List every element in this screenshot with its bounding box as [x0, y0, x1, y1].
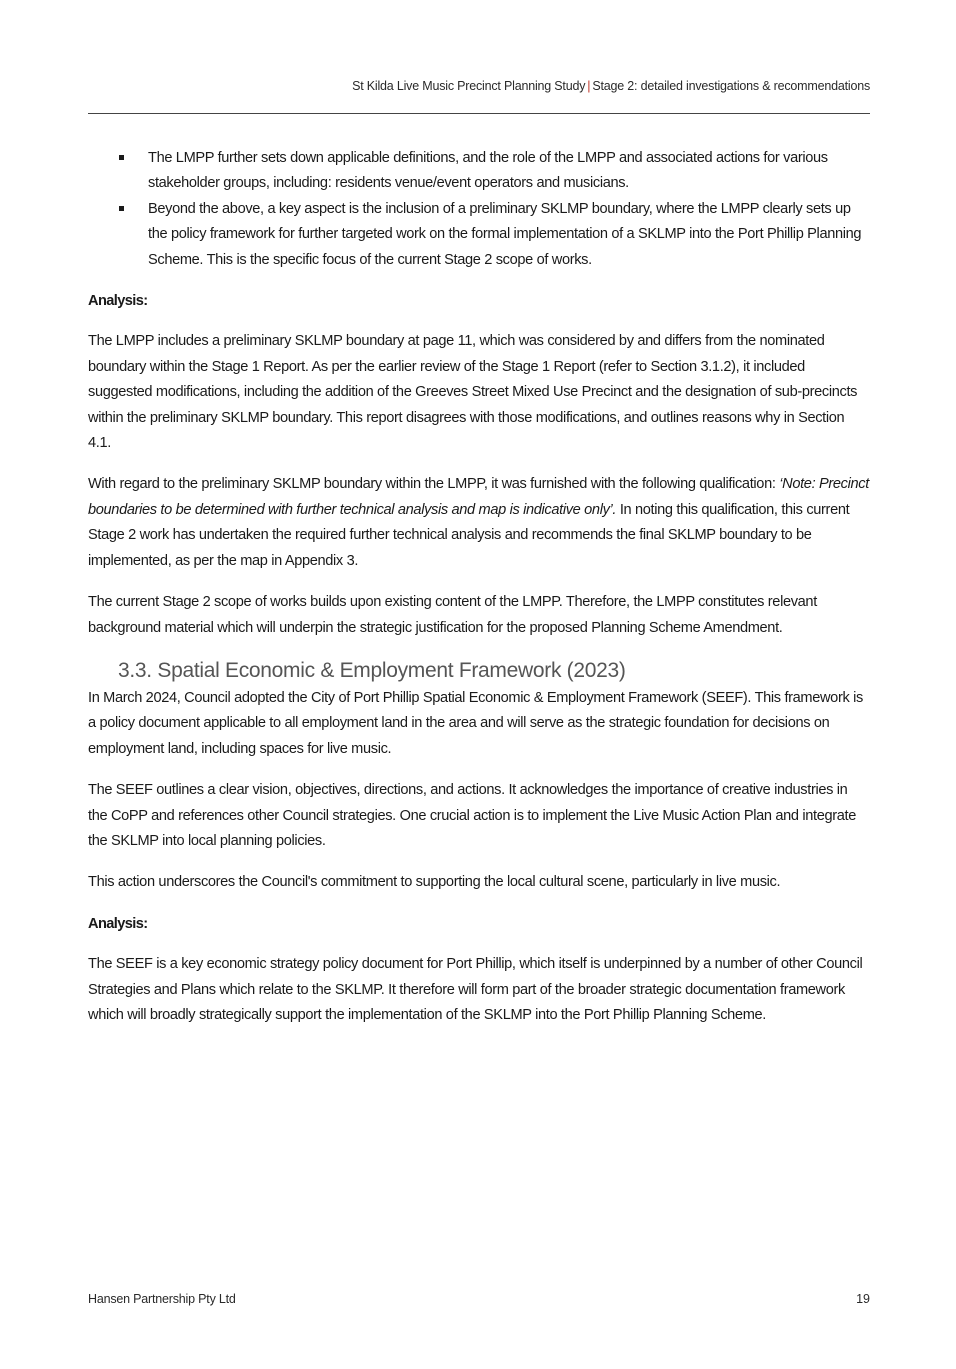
section-heading: 3.3. Spatial Economic & Employment Framework (2023): [118, 658, 626, 682]
paragraph: This action underscores the Council's commitment to supporting the local cultural scene, particularly in live music.: [88, 874, 781, 891]
header-stage-title: Stage 2: detailed investigations & recommendations: [592, 79, 870, 93]
analysis-heading: Analysis:: [88, 915, 148, 932]
bullet-item: Beyond the above, a key aspect is the inclusion of a preliminary SKLMP boundary, where the LMPP clearly sets up the policy framework for further targeted work on the formal implementation of a SKLMP into the Port Phillip Planning Scheme. This is the specific focus of the current Stage 2 scope of works.: [88, 197, 870, 273]
header-rule: [88, 113, 870, 114]
running-header: [88, 79, 870, 93]
paragraph: The SEEF is a key economic strategy policy document for Port Phillip, which itself is underpinned by a number of other Council Strategies and Plans which relate to the SKLMP. It therefore will form part of the broader strategic documentation framework which will broadly strategically support the implementation of the SKLMP into the Port Phillip Planning Scheme.: [88, 956, 863, 1023]
paragraph: The LMPP includes a preliminary SKLMP boundary at page 11, which was considered by and differs from the nominated boundary within the Stage 1 Report. As per the earlier review of the Stage 1 Report (refer to Section 3.1.2), it included suggested modifications, including the addition of the Greeves Street Mixed Use Precinct and the designation of sub-precincts within the preliminary SKLMP boundary. This report disagrees with those modifications, and outlines reasons why in Section 4.1.: [88, 333, 858, 452]
quoted-qualification: ‘Note: Precinct boundaries to be determined with further technical analysis and map is indicative only’.: [88, 476, 869, 518]
analysis-heading: Analysis:: [88, 293, 148, 310]
header-separator: |: [587, 79, 591, 93]
paragraph-lead: With regard to the preliminary SKLMP boundary within the LMPP, it was furnished with the following qualification:: [88, 476, 780, 493]
page-number: 19: [856, 1292, 870, 1306]
paragraph: In March 2024, Council adopted the City of Port Phillip Spatial Economic & Employment Framework (SEEF). This framework is a policy document applicable to all employment land in the area and will serve as the strategic foundation for decisions on employment land, including spaces for live music.: [88, 689, 863, 757]
paragraph-qualification: [88, 472, 870, 574]
footer-company: Hansen Partnership Pty Ltd: [88, 1292, 236, 1306]
paragraph-tail: In noting this qualification, this current Stage 2 work has undertaken the required further technical analysis and recommends the final SKLMP boundary to be implemented, as per the map in Appendix 3.: [88, 501, 850, 569]
page-body: [88, 146, 870, 1044]
bullet-list: [88, 146, 870, 273]
paragraph: The SEEF outlines a clear vision, objectives, directions, and actions. It acknowledges the importance of creative industries in the CoPP and references other Council strategies. One crucial action is to implement the Live Music Action Plan and integrate the SKLMP into local planning policies.: [88, 782, 856, 849]
bullet-item: The LMPP further sets down applicable definitions, and the role of the LMPP and associated actions for various stakeholder groups, including: residents venue/event operators and musicians.: [88, 146, 870, 197]
paragraph: The current Stage 2 scope of works builds upon existing content of the LMPP. Therefore, the LMPP constitutes relevant background material which will underpin the strategic justification for the proposed Planning Scheme Amendment.: [88, 594, 817, 636]
header-study-title: St Kilda Live Music Precinct Planning Study: [352, 79, 586, 93]
